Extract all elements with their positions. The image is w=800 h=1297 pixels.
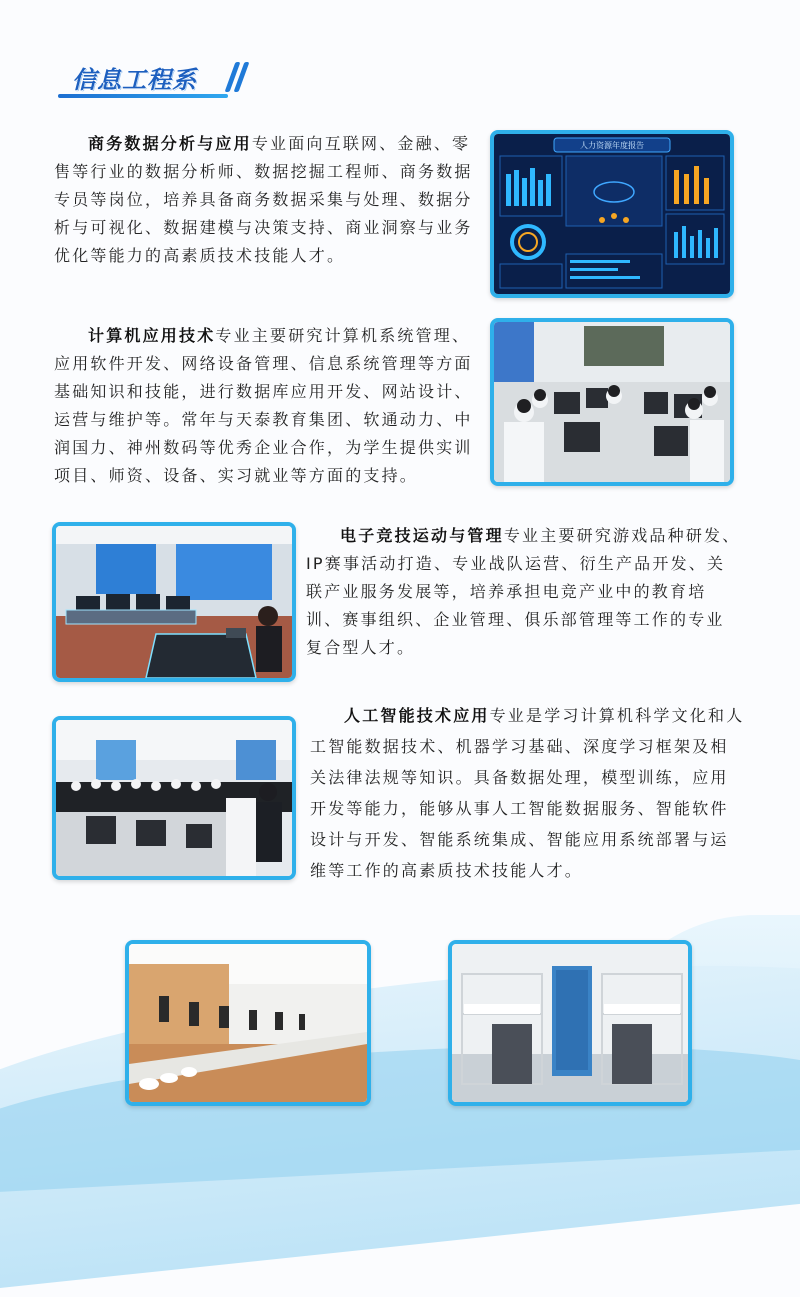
dashboard-illustration: [494, 134, 730, 294]
major-name: 人工智能技术应用: [344, 706, 490, 725]
major-description: [310, 700, 746, 886]
page-title: 信息工程系: [72, 66, 197, 94]
major-name: 电子竞技运动与管理: [340, 526, 504, 545]
major-name: 计算机应用技术: [88, 326, 216, 345]
computer-lab-photo: [490, 318, 734, 486]
lab-room-photo: [125, 940, 371, 1106]
title-underline: [58, 94, 228, 98]
esports-room-photo: [52, 522, 296, 682]
ai-classroom-photo: [52, 716, 296, 880]
major-body: 专业主要研究计算机系统管理、应用软件开发、网络设备管理、信息系统管理等方面基础知识和技能，进行数据库应用开发、网站设计、运营与维护等。常年与天泰教育集团、软通动力、中润国力、神州数码等优秀企业合作，为学生提供实训项目、师资、设备、实习就业等方面的支持。: [54, 326, 473, 485]
esports-room-illustration: [56, 526, 292, 678]
computer-lab-illustration: [494, 322, 730, 482]
dashboard-image: [490, 130, 734, 298]
ai-classroom-illustration: [56, 720, 292, 876]
major-body: 专业面向互联网、金融、零售等行业的数据分析师、数据挖掘工程师、商务数据专员等岗位，培养具备商务数据采集与处理、数据分析与可视化、数据建模与决策支持、商业洞察与业务优化等能力的高素质技术技能人才。: [54, 134, 473, 265]
dormitory-photo: [448, 940, 692, 1106]
major-description: [54, 322, 486, 490]
dormitory-illustration: [452, 944, 688, 1102]
major-description: [54, 130, 486, 270]
major-body: 专业是学习计算机科学文化和人工智能数据技术、机器学习基础、深度学习框架及相关法律法规等知识。具备数据处理，模型训练，应用开发等能力，能够从事人工智能数据服务、智能软件设计与开发、智能系统集成、智能应用系统部署与运维等工作的高素质技术技能人才。: [310, 706, 745, 880]
major-body: 专业主要研究游戏品种研发、IP赛事活动打造、专业战队运营、衍生产品开发、关联产业服务发展等，培养承担电竞产业中的教育培训、赛事组织、企业管理、俱乐部管理等工作的专业复合型人才。: [306, 526, 741, 657]
lab-room-illustration: [129, 944, 367, 1102]
major-description: [306, 522, 742, 662]
major-name: 商务数据分析与应用: [88, 134, 252, 153]
section-header: [58, 58, 248, 98]
dashboard-title: 人力资源年度报告: [580, 141, 644, 150]
